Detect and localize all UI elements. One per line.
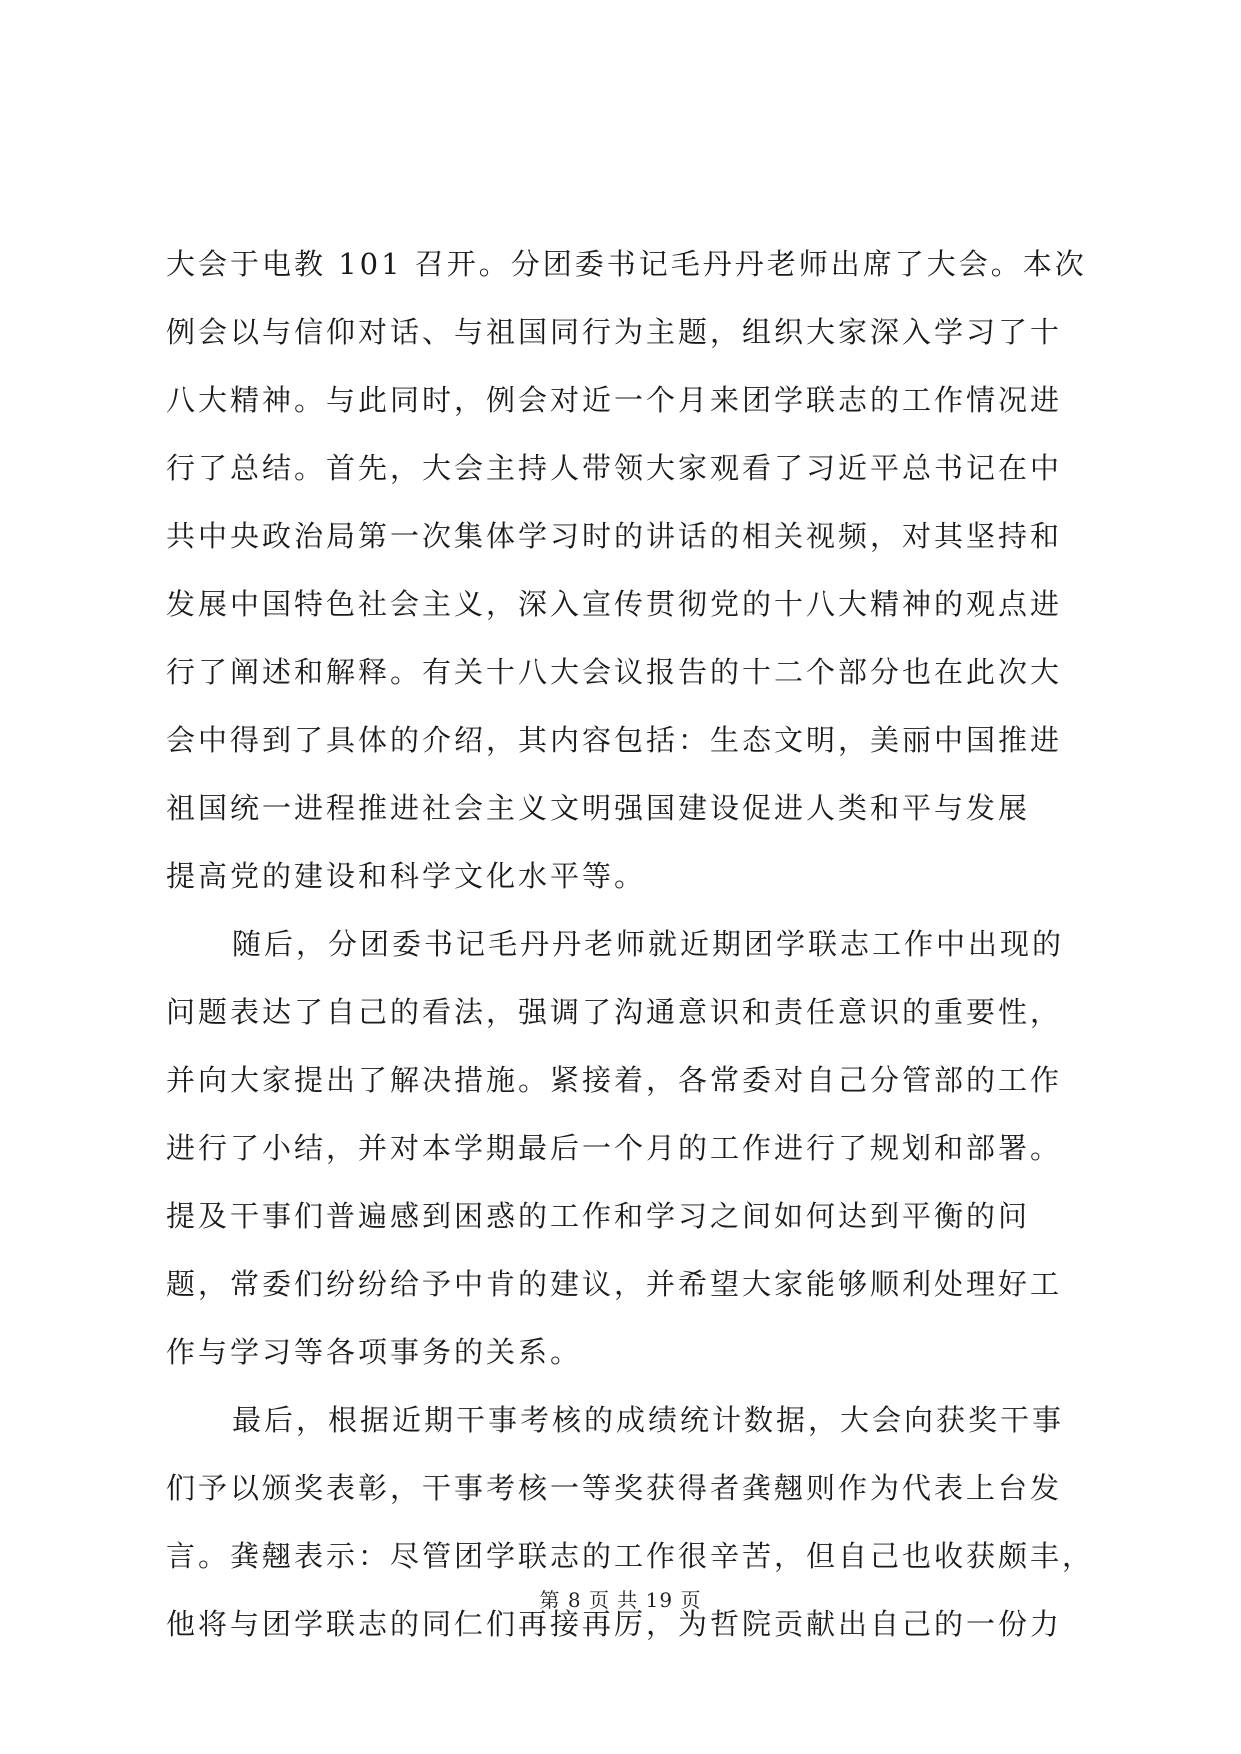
text-line: 行了总结。首先，大会主持人带领大家观看了习近平总书记在中 <box>166 451 1063 485</box>
text-line: 问题表达了自己的看法，强调了沟通意识和责任意识的重要性， <box>166 995 1063 1029</box>
body-text <box>166 230 1095 1658</box>
text-line: 共中央政治局第一次集体学习时的讲话的相关视频，对其坚持和 <box>166 519 1063 553</box>
text-line: 行了阐述和解释。有关十八大会议报告的十二个部分也在此次大 <box>166 655 1063 689</box>
text-line: 最后，根据近期干事考核的成绩统计数据，大会向获奖干事 <box>232 1403 1065 1437</box>
paragraph-1 <box>166 230 1086 910</box>
text-line: 题，常委们纷纷给予中肯的建议，并希望大家能够顺利处理好工 <box>166 1267 1063 1301</box>
text-line: 祖国统一进程推进社会主义文明强国建设促进人类和平与发展 <box>166 791 1031 825</box>
paragraph-2 <box>166 910 1086 1386</box>
text-line: 进行了小结，并对本学期最后一个月的工作进行了规划和部署。 <box>166 1131 1063 1165</box>
text-line: 提及干事们普遍感到困惑的工作和学习之间如何达到平衡的问 <box>166 1199 1031 1233</box>
text-line: 们予以颁奖表彰，干事考核一等奖获得者龚翹则作为代表上台发 <box>166 1471 1063 1505</box>
text-line: 八大精神。与此同时，例会对近一个月来团学联志的工作情况进 <box>166 383 1063 417</box>
text-line: 言。龚翹表示：尽管团学联志的工作很辛苦，但自己也收获颇丰， <box>166 1539 1095 1573</box>
text-line: 作与学习等各项事务的关系。 <box>166 1335 583 1369</box>
text-line: 随后，分团委书记毛丹丹老师就近期团学联志工作中出现的 <box>232 927 1065 961</box>
text-line: 大会于电教 101 召开。分团委书记毛丹丹老师出席了大会。本次 <box>166 247 1087 281</box>
text-line: 他将与团学联志的同仁们再接再厉，为哲院贡献出自己的一份力 <box>166 1607 1063 1641</box>
text-line: 并向大家提出了解决措施。紧接着，各常委对自己分管部的工作 <box>166 1063 1063 1097</box>
paragraph-3 <box>166 1386 1095 1658</box>
text-line: 例会以与信仰对话、与祖国同行为主题，组织大家深入学习了十 <box>166 315 1063 349</box>
text-line: 提高党的建设和科学文化水平等。 <box>166 859 647 893</box>
page-number-footer: 第 8 页 共 19 页 <box>539 1588 702 1612</box>
text-line: 会中得到了具体的介绍，其内容包括：生态文明，美丽中国推进 <box>166 723 1063 757</box>
text-line: 发展中国特色社会主义，深入宣传贯彻党的十八大精神的观点进 <box>166 587 1063 621</box>
